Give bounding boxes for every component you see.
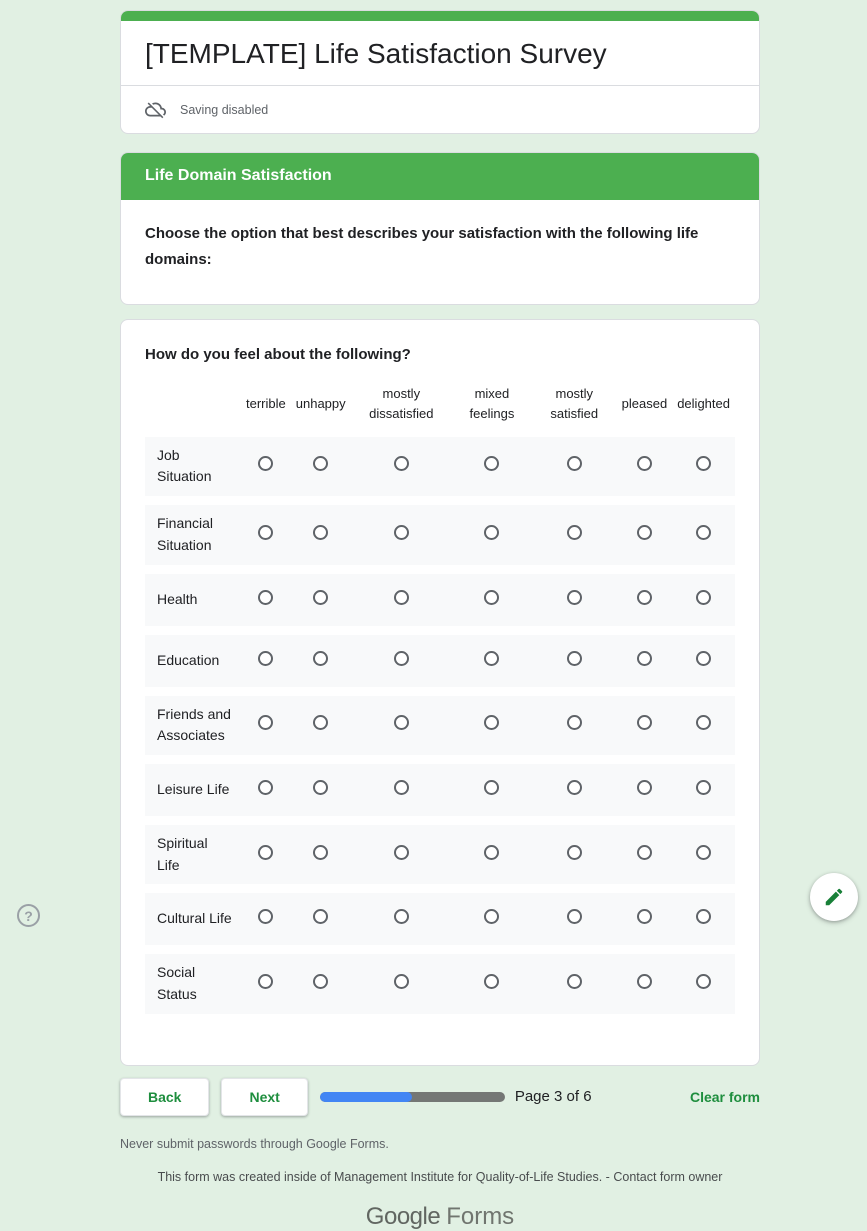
radio-cultural-life-mostly-satisfied[interactable] bbox=[567, 909, 582, 924]
created-by-note bbox=[120, 1170, 760, 1184]
progress-fill bbox=[320, 1092, 413, 1102]
progress-bar bbox=[320, 1092, 505, 1102]
google-forms-logo bbox=[120, 1203, 760, 1231]
radio-health-unhappy[interactable] bbox=[313, 590, 328, 605]
radio-education-mixed-feelings[interactable] bbox=[484, 651, 499, 666]
radio-health-delighted[interactable] bbox=[696, 590, 711, 605]
radio-leisure-life-terrible[interactable] bbox=[258, 780, 273, 795]
form-title: [TEMPLATE] Life Satisfaction Survey bbox=[145, 38, 607, 69]
radio-leisure-life-mixed-feelings[interactable] bbox=[484, 780, 499, 795]
radio-spiritual-life-mostly-satisfied[interactable] bbox=[567, 845, 582, 860]
radio-cultural-life-pleased[interactable] bbox=[637, 909, 652, 924]
radio-education-pleased[interactable] bbox=[637, 651, 652, 666]
radio-social-status-terrible[interactable] bbox=[258, 974, 273, 989]
radio-cultural-life-mostly-dissatisfied[interactable] bbox=[394, 909, 409, 924]
section-card bbox=[120, 152, 760, 305]
radio-education-mostly-satisfied[interactable] bbox=[567, 651, 582, 666]
radio-spiritual-life-mostly-dissatisfied[interactable] bbox=[394, 845, 409, 860]
grid-header-row bbox=[145, 380, 735, 428]
radio-education-delighted[interactable] bbox=[696, 651, 711, 666]
radio-social-status-delighted[interactable] bbox=[696, 974, 711, 989]
radio-leisure-life-unhappy[interactable] bbox=[313, 780, 328, 795]
theme-color-strip bbox=[121, 11, 759, 21]
radio-friends-and-associates-mostly-satisfied[interactable] bbox=[567, 715, 582, 730]
radio-friends-and-associates-mostly-dissatisfied[interactable] bbox=[394, 715, 409, 730]
radio-job-situation-mostly-dissatisfied[interactable] bbox=[394, 456, 409, 471]
radio-social-status-unhappy[interactable] bbox=[313, 974, 328, 989]
created-by-text: This form was created inside of Management Institute for Quality-of-Life Studies. - bbox=[157, 1169, 610, 1184]
clear-form-link[interactable]: Clear form bbox=[689, 1088, 760, 1105]
contact-form-owner-link[interactable]: Contact form owner bbox=[613, 1169, 723, 1184]
grid-row-label: Leisure Life bbox=[157, 781, 230, 798]
grid-column-header-mostly-satisfied: mostly satisfied bbox=[532, 380, 617, 428]
radio-cultural-life-delighted[interactable] bbox=[696, 909, 711, 924]
back-button[interactable]: Back bbox=[120, 1078, 209, 1116]
grid-row-label: Social Status bbox=[157, 964, 197, 1002]
radio-spiritual-life-terrible[interactable] bbox=[258, 845, 273, 860]
grid-row-cultural-life bbox=[145, 893, 735, 945]
radio-job-situation-mixed-feelings[interactable] bbox=[484, 456, 499, 471]
radio-financial-situation-mostly-dissatisfied[interactable] bbox=[394, 525, 409, 540]
satisfaction-grid bbox=[145, 371, 735, 1023]
radio-financial-situation-unhappy[interactable] bbox=[313, 525, 328, 540]
radio-financial-situation-terrible[interactable] bbox=[258, 525, 273, 540]
navigation-bar bbox=[120, 1078, 760, 1116]
radio-job-situation-unhappy[interactable] bbox=[313, 456, 328, 471]
radio-cultural-life-unhappy[interactable] bbox=[313, 909, 328, 924]
radio-social-status-mixed-feelings[interactable] bbox=[484, 974, 499, 989]
radio-leisure-life-delighted[interactable] bbox=[696, 780, 711, 795]
help-icon[interactable] bbox=[17, 904, 40, 927]
radio-spiritual-life-pleased[interactable] bbox=[637, 845, 652, 860]
radio-spiritual-life-mixed-feelings[interactable] bbox=[484, 845, 499, 860]
grid-row-label: Friends and Associates bbox=[157, 705, 231, 744]
radio-cultural-life-mixed-feelings[interactable] bbox=[484, 909, 499, 924]
password-warning: Never submit passwords through Google Forms. bbox=[120, 1136, 389, 1151]
help-glyph: ? bbox=[24, 907, 33, 924]
radio-cultural-life-terrible[interactable] bbox=[258, 909, 273, 924]
radio-financial-situation-pleased[interactable] bbox=[637, 525, 652, 540]
radio-friends-and-associates-delighted[interactable] bbox=[696, 715, 711, 730]
grid-row-financial-situation bbox=[145, 505, 735, 564]
radio-friends-and-associates-mixed-feelings[interactable] bbox=[484, 715, 499, 730]
grid-body bbox=[145, 437, 735, 1014]
grid-column-header-mixed-feelings: mixed feelings bbox=[452, 380, 532, 428]
grid-row-label: Education bbox=[157, 651, 220, 668]
question-title: How do you feel about the following? bbox=[145, 345, 411, 363]
grid-row-spiritual-life bbox=[145, 825, 735, 884]
radio-friends-and-associates-pleased[interactable] bbox=[637, 715, 652, 730]
grid-row-label: Health bbox=[157, 590, 198, 607]
radio-friends-and-associates-unhappy[interactable] bbox=[313, 715, 328, 730]
radio-leisure-life-pleased[interactable] bbox=[637, 780, 652, 795]
radio-health-terrible[interactable] bbox=[258, 590, 273, 605]
radio-friends-and-associates-terrible[interactable] bbox=[258, 715, 273, 730]
radio-spiritual-life-delighted[interactable] bbox=[696, 845, 711, 860]
radio-health-mostly-dissatisfied[interactable] bbox=[394, 590, 409, 605]
grid-row-label: Job Situation bbox=[157, 446, 212, 485]
radio-health-mixed-feelings[interactable] bbox=[484, 590, 499, 605]
radio-leisure-life-mostly-dissatisfied[interactable] bbox=[394, 780, 409, 795]
radio-financial-situation-delighted[interactable] bbox=[696, 525, 711, 540]
cloud-off-icon bbox=[145, 99, 166, 120]
radio-job-situation-delighted[interactable] bbox=[696, 456, 711, 471]
page-indicator: Page 3 of 6 bbox=[514, 1088, 592, 1106]
grid-column-header-mostly-dissatisfied: mostly dissatisfied bbox=[351, 380, 452, 428]
section-description: Choose the option that best describes your satisfaction with the following life domains: bbox=[145, 225, 699, 269]
grid-row-label: Cultural Life bbox=[157, 910, 232, 927]
pencil-icon bbox=[823, 886, 845, 908]
radio-financial-situation-mixed-feelings[interactable] bbox=[484, 525, 499, 540]
forms-logo-text: Forms bbox=[446, 1202, 515, 1230]
radio-job-situation-mostly-satisfied[interactable] bbox=[567, 456, 582, 471]
grid-row-leisure-life bbox=[145, 764, 735, 816]
grid-column-header-terrible: terrible bbox=[241, 380, 291, 428]
section-title: Life Domain Satisfaction bbox=[145, 167, 332, 184]
grid-column-header-pleased: pleased bbox=[617, 380, 673, 428]
radio-education-terrible[interactable] bbox=[258, 651, 273, 666]
saving-status-row bbox=[121, 86, 759, 133]
grid-corner-cell bbox=[145, 380, 241, 428]
radio-health-pleased[interactable] bbox=[637, 590, 652, 605]
form-title-card bbox=[120, 10, 760, 134]
edit-form-button[interactable] bbox=[810, 873, 858, 921]
radio-social-status-pleased[interactable] bbox=[637, 974, 652, 989]
radio-job-situation-terrible[interactable] bbox=[258, 456, 273, 471]
radio-social-status-mostly-dissatisfied[interactable] bbox=[394, 974, 409, 989]
radio-spiritual-life-unhappy[interactable] bbox=[313, 845, 328, 860]
radio-education-unhappy[interactable] bbox=[313, 651, 328, 666]
radio-social-status-mostly-satisfied[interactable] bbox=[567, 974, 582, 989]
grid-row-label: Financial Situation bbox=[157, 515, 214, 553]
section-header bbox=[121, 153, 759, 200]
radio-leisure-life-mostly-satisfied[interactable] bbox=[567, 780, 582, 795]
grid-row-friends-and-associates bbox=[145, 696, 735, 755]
form-page bbox=[120, 10, 760, 1231]
saving-status-label: Saving disabled bbox=[180, 102, 269, 117]
grid-column-header-delighted: delighted bbox=[672, 380, 735, 428]
question-card bbox=[120, 319, 760, 1066]
google-logo-text: Google bbox=[365, 1202, 441, 1230]
grid-row-education bbox=[145, 635, 735, 687]
grid-row-job-situation bbox=[145, 437, 735, 496]
grid-row-social-status bbox=[145, 954, 735, 1013]
next-button[interactable]: Next bbox=[221, 1078, 307, 1116]
grid-row-label: Spiritual Life bbox=[157, 834, 208, 873]
grid-column-header-unhappy: unhappy bbox=[291, 380, 351, 428]
radio-education-mostly-dissatisfied[interactable] bbox=[394, 651, 409, 666]
grid-row-health bbox=[145, 574, 735, 626]
radio-financial-situation-mostly-satisfied[interactable] bbox=[567, 525, 582, 540]
radio-job-situation-pleased[interactable] bbox=[637, 456, 652, 471]
radio-health-mostly-satisfied[interactable] bbox=[567, 590, 582, 605]
